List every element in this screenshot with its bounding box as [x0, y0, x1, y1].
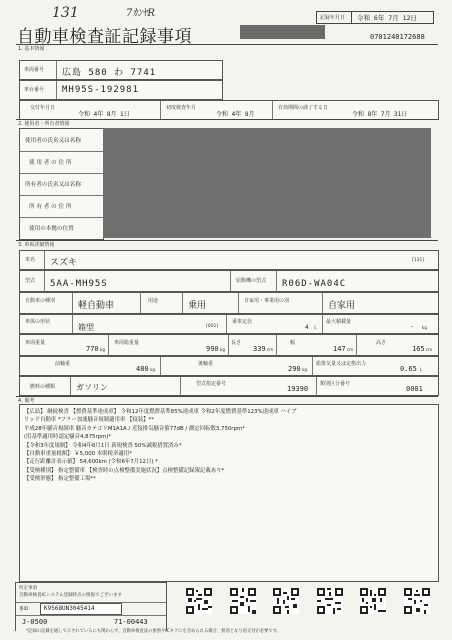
- purpose-label: 自家用・事業用の別: [244, 298, 290, 304]
- record-date-box: [316, 11, 434, 24]
- height-unit: cm: [426, 347, 433, 352]
- footer-code-box: [40, 603, 122, 615]
- gross-weight-unit: kg: [220, 347, 225, 352]
- height-value: 165: [412, 345, 425, 353]
- divider: [108, 335, 109, 355]
- first-reg-label: 初度検査年月: [166, 105, 197, 111]
- dates-row: [19, 100, 439, 120]
- record-date-value: 令和 6年 7月 12日: [357, 14, 417, 22]
- engine-label: 原動機の型式: [236, 278, 267, 284]
- model-value: 5AA-MH95S: [50, 279, 108, 289]
- handwritten-note: 7ｶﾝﾔR: [126, 8, 155, 19]
- front-axle-value: 480: [136, 365, 149, 373]
- divider: [316, 377, 317, 395]
- divider: [226, 315, 227, 333]
- vin-field: [19, 80, 223, 100]
- divider: [72, 315, 73, 333]
- divider: [356, 335, 357, 355]
- divider: [351, 12, 352, 23]
- divider: [230, 271, 231, 291]
- body-value: 箱型: [78, 323, 94, 332]
- designation-label: 型式指定番号: [196, 381, 227, 387]
- divider: [140, 293, 141, 313]
- fuel-value: ガソリン: [76, 383, 108, 392]
- divider: [160, 101, 161, 119]
- section-divider: [16, 240, 438, 241]
- remark-line: (旧基準適用時認定騒音4,875rpm)*: [24, 434, 112, 441]
- width-label: 幅: [290, 340, 296, 346]
- category-label: 類別区分番号: [320, 381, 351, 387]
- qr-code: [273, 588, 299, 614]
- footer-info-box: [15, 582, 167, 631]
- displacement-value: 0.65: [400, 365, 417, 373]
- qr-code: [230, 588, 256, 614]
- capacity-unit: 人: [313, 325, 317, 330]
- divider: [228, 335, 229, 355]
- divider: [44, 271, 45, 291]
- user-address-label: 使 用 者 の 住 所: [29, 160, 72, 166]
- first-reg-value: 令和 4年 8月: [216, 111, 255, 118]
- user-name-label: 使用者の氏名又は名称: [25, 138, 81, 144]
- remarks-box: [19, 404, 439, 582]
- vin-value: MH95S-192981: [62, 85, 140, 95]
- divider: [44, 251, 45, 269]
- section4-title: 4. 備考: [18, 398, 35, 404]
- owner-name-label: 所有者の氏名又は名称: [25, 182, 81, 188]
- owner-row: [20, 195, 103, 218]
- rear-axle-label: 後軸重: [198, 361, 214, 367]
- qr-code: [360, 588, 386, 614]
- use-label: 用途: [148, 298, 159, 304]
- divider: [238, 293, 239, 313]
- displacement-label: 総排気量又は定格出力: [316, 361, 367, 367]
- footer-disclaimer: *記録の記載を通して示されているにも関わらず、自動車検査証の参照やICタグにを含められる場合、無効となり再交付が必要です。: [26, 629, 281, 634]
- owner-row: [20, 151, 103, 174]
- remark-line: 【自動車重量税額】 ￥5,000 本則税率適用*: [24, 451, 132, 458]
- divider: [182, 293, 183, 313]
- section-divider: [16, 396, 438, 397]
- owner-row: [20, 173, 103, 196]
- maker-label: 車名: [25, 257, 36, 263]
- displacement-unit: L: [420, 367, 423, 372]
- maker-row: [19, 250, 439, 270]
- maker-code: [131]: [412, 258, 425, 263]
- body-code: [001]: [206, 324, 219, 329]
- remarks-text: [24, 408, 297, 484]
- remark-line: 【走行距離計表示値】 54,600km (令和6年7月12日) *: [24, 459, 158, 466]
- section-divider: [16, 44, 438, 45]
- owner-labels: [19, 128, 104, 240]
- gross-weight-label: 車両総重量: [114, 340, 140, 346]
- divider: [16, 615, 166, 616]
- divider: [322, 293, 323, 313]
- footer-num2: 71-00443: [114, 618, 148, 626]
- remark-line: 【広島】 継続検査 【燃費基準達成車】 令和12年度燃費基準85%達成車 令和2年度燃費基準123%達成車 ハイブ: [24, 409, 297, 415]
- divider: [160, 357, 161, 375]
- vin-label: 車台番号: [24, 87, 45, 93]
- body-label: 車体の形状: [25, 319, 51, 325]
- divider: [70, 377, 71, 395]
- reg-number-value: 広島 580 わ 7741: [62, 68, 157, 78]
- section2-title: 2. 使用者・所有者情報: [18, 121, 70, 127]
- designation-value: 19390: [287, 385, 309, 393]
- max-load-value: -: [410, 323, 414, 330]
- section1-title: 1. 基本情報: [18, 46, 45, 52]
- divider: [276, 335, 277, 355]
- footer-num1: J-0500: [22, 618, 48, 626]
- record-date-label: 記録年月日: [320, 15, 346, 21]
- category-value: 0001: [406, 385, 423, 393]
- base-location-label: 使用の本拠の位置: [29, 226, 74, 232]
- engine-value: R06D-WA04C: [282, 279, 347, 289]
- gross-weight-value: 990: [206, 345, 219, 353]
- weight-label: 車両重量: [25, 340, 46, 346]
- divider: [322, 315, 323, 333]
- front-axle-unit: kg: [150, 367, 155, 372]
- owner-row: [20, 217, 103, 239]
- document-number: 0701240172688: [370, 33, 425, 41]
- rear-axle-value: 290: [288, 365, 301, 373]
- remark-line: 【令和3年度規制】 令和4年8月1日 新規検査 50%減税措置済み*: [24, 442, 182, 449]
- expiry-value: 令和 8年 7月 31日: [352, 111, 408, 118]
- max-load-unit: kg: [422, 325, 427, 330]
- width-value: 147: [333, 345, 346, 353]
- owner-row: [20, 129, 103, 152]
- expiry-label: 有効期間の満了する日: [278, 105, 329, 111]
- issue-date-label: 交付年月日: [30, 105, 56, 111]
- reg-number-field: [19, 60, 223, 80]
- maker-value: スズキ: [50, 258, 78, 268]
- divider: [312, 357, 313, 375]
- height-label: 高さ: [376, 340, 387, 346]
- section-divider: [16, 119, 438, 120]
- max-load-label: 最大積載量: [326, 319, 352, 325]
- body-row: [19, 314, 439, 334]
- front-axle-label: 前軸重: [55, 361, 71, 367]
- fuel-row: [19, 376, 439, 396]
- kind-label: 自動車の種別: [25, 298, 56, 304]
- remark-line: 【受検種別】 指定整備車 【検査時の点検整備実施状況】点検整備記録簿記載あり*: [24, 467, 225, 474]
- remark-line: リッド自動車 *フラー加速騒音規制適用車 【寝装】**: [24, 417, 154, 424]
- divider: [56, 81, 57, 99]
- redacted-owner-info: [103, 128, 431, 238]
- weight-unit: kg: [100, 347, 105, 352]
- qr-code: [404, 588, 430, 614]
- remark-line: 平成28年騒音規制車 騒音カテゴリM1A1A / 近接排気騒音値77dB / 測定回転数3,750rpm*: [24, 425, 245, 432]
- handwritten-number: 131: [52, 5, 79, 21]
- use-value: 乗用: [188, 301, 207, 311]
- length-unit: cm: [267, 347, 274, 352]
- redacted-block: [240, 25, 325, 39]
- footer-label1: 所定事項: [19, 586, 37, 591]
- model-label: 型式: [25, 278, 36, 284]
- footer-code-label: 番ID: [19, 607, 29, 612]
- qr-code: [317, 588, 343, 614]
- footer-code: K9568UN3045414: [44, 605, 95, 612]
- reg-number-label: 車両番号: [24, 67, 45, 73]
- model-row: [19, 270, 439, 292]
- remark-line: 【受検形態】 指定整備工場**: [24, 476, 96, 483]
- divider: [56, 61, 57, 79]
- fuel-label: 燃料の種類: [30, 384, 56, 390]
- divider: [180, 377, 181, 395]
- width-unit: cm: [347, 347, 354, 352]
- divider: [276, 271, 277, 291]
- owner-address-label: 所 有 者 の 住 所: [29, 204, 72, 210]
- document-title: 自動車検査証記録事項: [17, 27, 192, 47]
- qr-code: [186, 588, 212, 614]
- length-label: 長さ: [231, 340, 242, 346]
- divider: [272, 101, 273, 119]
- capacity-value: 4: [305, 324, 309, 331]
- axle-row: [19, 356, 439, 376]
- footer-label2: 自動車検査ICシステム登録時点の情報でございます: [19, 593, 123, 598]
- purpose-value: 自家用: [328, 301, 356, 311]
- capacity-label: 乗車定員: [232, 319, 253, 325]
- rear-axle-unit: kg: [302, 367, 307, 372]
- section3-title: 3. 車両詳細情報: [18, 242, 55, 248]
- divider: [72, 293, 73, 313]
- kind-value: 軽自動車: [78, 301, 115, 311]
- kind-row: [19, 292, 439, 314]
- weight-row: [19, 334, 439, 356]
- issue-date-value: 令和 4年 8月 1日: [78, 111, 130, 118]
- weight-value: 770: [86, 345, 99, 353]
- length-value: 339: [253, 345, 266, 353]
